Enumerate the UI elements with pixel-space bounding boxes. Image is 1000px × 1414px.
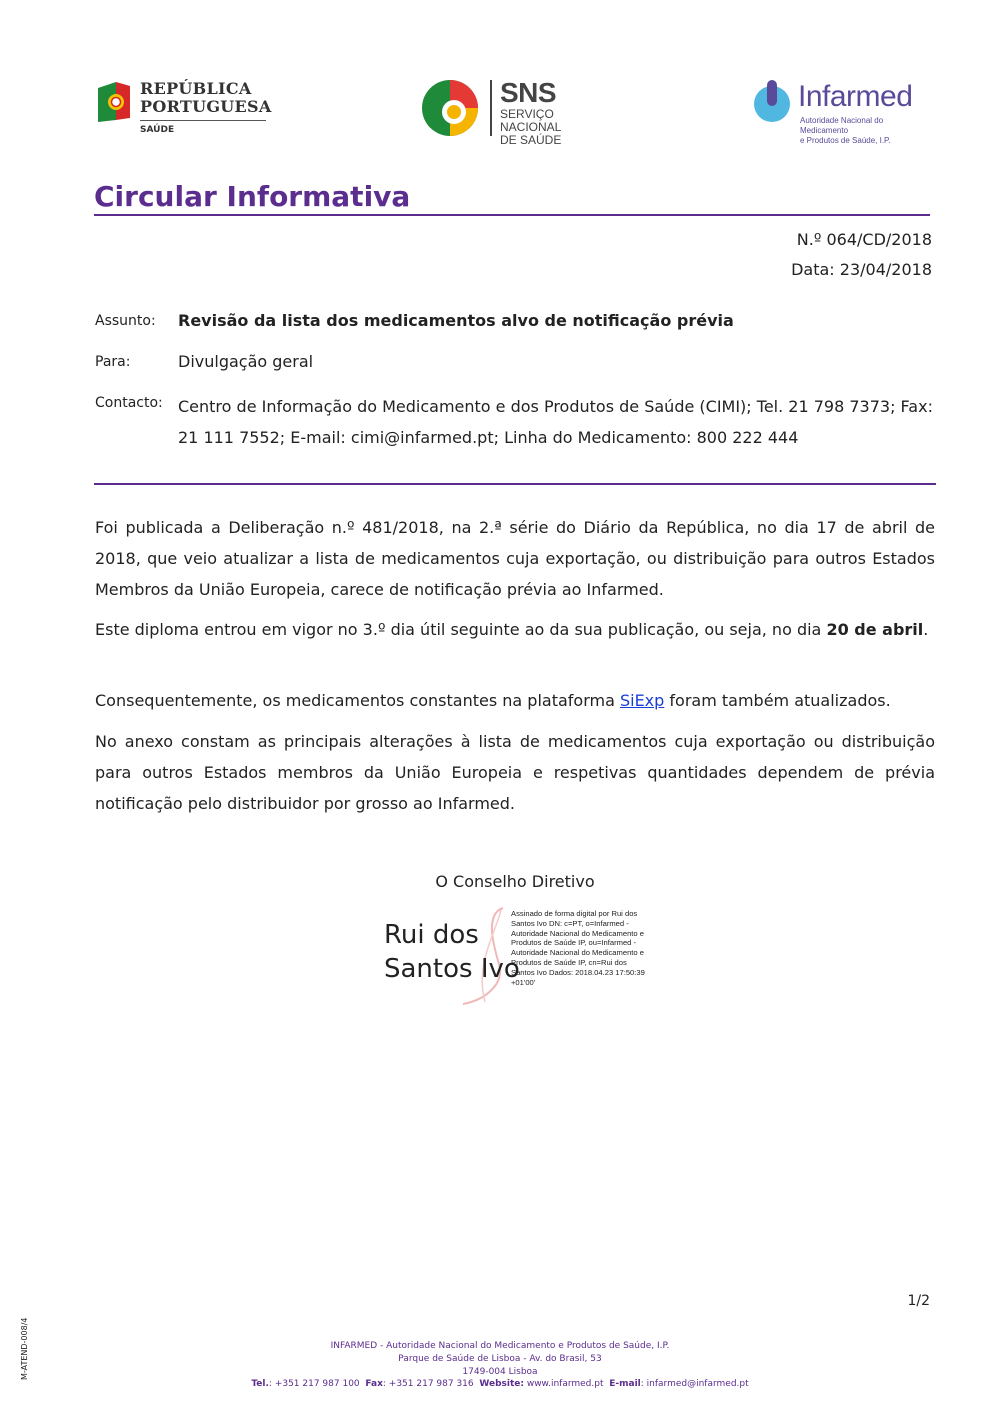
footer-address: Parque de Saúde de Lisboa - Av. do Brasil, 53 xyxy=(398,1353,602,1364)
republica-portuguesa-logo xyxy=(94,80,274,140)
signer-name-line1: Rui dos xyxy=(384,920,479,950)
paragraph-1: Foi publicada a Deliberação n.º 481/2018, na 2.ª série do Diário da República, no dia 17 de abril de 2018, que veio atualizar a lista de medicamentos cuja exportação, ou distribuição para outros Estados Membros da União Europeia, carece de notificação prévia ao Infarmed. xyxy=(95,518,935,599)
signer-name xyxy=(384,918,520,986)
footer-fax: : +351 217 987 316 xyxy=(382,1379,474,1390)
council-signatory: O Conselho Diretivo xyxy=(435,872,595,891)
subject-label: Assunto: xyxy=(95,313,156,329)
infarmed-sub-line2: e Produtos de Saúde, I.P. xyxy=(800,136,891,145)
infarmed-logo xyxy=(750,78,930,145)
signer-name-line2: Santos Ivo xyxy=(384,954,520,984)
siexp-link[interactable]: SiExp xyxy=(619,691,665,710)
digital-signature-details: Assinado de forma digital por Rui dos Santos Ivo DN: c=PT, o=Infarmed - Autoridade Nacional do Medicamento e Produtos de Saúde IP, ou=Infarmed - Autoridade Nacional do Medicamento e Produtos de Saúde IP, cn=Rui dos Santos Ivo Dados: 2018.04.23 17:50:39 +01'00' xyxy=(511,909,645,987)
logo-divider xyxy=(140,120,266,121)
document-number: N.º 064/CD/2018 xyxy=(796,230,932,249)
footer-web-label: Website: xyxy=(479,1379,524,1390)
page-number: 1/2 xyxy=(907,1293,930,1309)
paragraph-3-text: Consequentemente, os medicamentos constantes na plataforma xyxy=(95,691,620,710)
footer-postal: 1749-004 Lisboa xyxy=(462,1366,538,1377)
to-label: Para: xyxy=(95,354,131,370)
portugal-flag-icon xyxy=(94,80,138,124)
footer-email-label: E-mail xyxy=(609,1379,641,1390)
paragraph-2-end: . xyxy=(923,620,929,639)
saude-text: SAÚDE xyxy=(140,125,175,135)
document-title: Circular Informativa xyxy=(94,180,411,213)
footer-tel: : +351 217 987 100 xyxy=(268,1379,360,1390)
infarmed-sub-line1: Autoridade Nacional do Medicamento xyxy=(800,116,884,135)
footer-website-link[interactable]: www.infarmed.pt xyxy=(523,1379,604,1390)
subject-value: Revisão da lista dos medicamentos alvo de notificação prévia xyxy=(178,311,734,330)
footer-org: INFARMED - Autoridade Nacional do Medicamento e Produtos de Saúde, I.P. xyxy=(330,1341,670,1351)
document-date: Data: 23/04/2018 xyxy=(791,260,932,279)
sns-line1: SERVIÇO NACIONAL xyxy=(500,107,562,134)
contact-label: Contacto: xyxy=(95,395,163,411)
republica-text: REPÚBLICA xyxy=(140,79,252,98)
form-code: M-ATEND-008/4 xyxy=(20,1317,29,1380)
paragraph-2-text: Este diploma entrou em vigor no 3.º dia útil seguinte ao da sua publicação, ou seja, no dia xyxy=(95,620,827,639)
paragraph-3-end: foram também atualizados. xyxy=(664,691,891,710)
footer-tel-label: Tel. xyxy=(251,1379,269,1390)
infarmed-subtitle xyxy=(800,116,930,146)
footer-fax-label: Fax xyxy=(365,1379,383,1390)
paragraph-3 xyxy=(95,685,935,716)
contact-value: Centro de Informação do Medicamento e dos Produtos de Saúde (CIMI); Tel. 21 798 7373; Fax: 21 111 7552; E-mail: cimi@infarmed.pt; Linha do Medicamento: 800 222 444 xyxy=(178,397,933,447)
paragraph-4: No anexo constam as principais alterações à lista de medicamentos cuja exportação ou distribuição para outros Estados membros da União Europeia e respetivas quantidades dependem de prévia notificação pelo distribuidor por grosso ao Infarmed. xyxy=(95,732,935,813)
sns-abbr: SNS xyxy=(500,77,557,108)
to-value: Divulgação geral xyxy=(178,352,314,371)
title-rule xyxy=(94,214,930,216)
paragraph-2-date: 20 de abril xyxy=(826,620,924,639)
footer xyxy=(0,1340,1000,1391)
paragraph-2 xyxy=(95,614,935,645)
section-separator xyxy=(94,483,936,485)
infarmed-emblem-icon xyxy=(750,80,794,124)
sns-divider xyxy=(490,80,492,136)
footer-email-link[interactable]: : infarmed@infarmed.pt xyxy=(640,1379,749,1390)
sns-line2: DE SAÚDE xyxy=(500,133,562,147)
infarmed-name: Infarmed xyxy=(798,80,913,113)
portuguesa-text: PORTUGUESA xyxy=(140,97,272,116)
sns-logo xyxy=(420,77,610,147)
sns-emblem-icon xyxy=(420,78,480,138)
footer-contacts xyxy=(0,1378,1000,1391)
